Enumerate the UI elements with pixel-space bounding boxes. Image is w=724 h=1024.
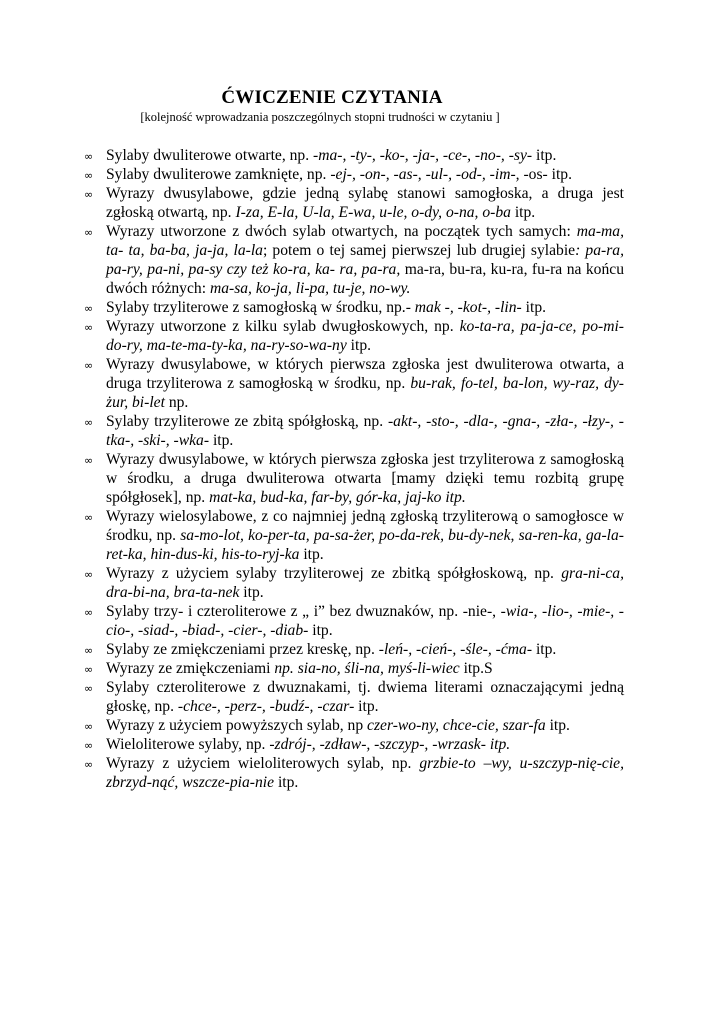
example-text: ko-ta-ra, pa-ja-ce, po-mi-do-ry, ma-te-ma-ty-ka, na-ry-so-wa-ny (106, 318, 624, 354)
item-text: np. (164, 394, 189, 411)
infinity-bullet-icon: ∞ (84, 758, 94, 771)
example-text: -chce-, -perz-, -budź-, -czar- (177, 698, 355, 715)
item-text: Sylaby dwuliterowe zamknięte, np. (106, 166, 331, 183)
list-item (0, 184, 724, 222)
example-text: I-za, E-la, U-la, E-wa, u-le, o-dy, o-na, o-ba (235, 204, 511, 221)
item-text: -os- itp. (519, 166, 572, 183)
list-item (0, 165, 724, 184)
example-text: grzbie-to –wy, u-szczyp-nię-cie, zbrzyd-nąć, wszcze-pia-nie (106, 755, 624, 791)
list-item (0, 412, 724, 450)
example-text: np. sia-no, śli-na, myś-li-wiec (274, 660, 460, 677)
infinity-bullet-icon: ∞ (84, 568, 94, 581)
item-text: Sylaby trzyliterowe ze zbitą spółgłoską, np. (106, 413, 388, 430)
list-item (0, 450, 724, 507)
example-text: -leń-, -cień-, -śle-, -ćma- (378, 641, 533, 658)
list-item (0, 355, 724, 412)
item-text: itp. (354, 698, 379, 715)
item-text: Wyrazy z użyciem powyższych sylab, np (106, 717, 368, 734)
example-text: -wia-, -lio-, -mie-, -cio-, -siad-, -biad-, -cier-, -diab- (106, 603, 624, 639)
item-text: Sylaby trzy- i czteroliterowe z „ i” bez dwuznaków, np. -nie-, (106, 603, 501, 620)
infinity-bullet-icon: ∞ (84, 739, 94, 752)
infinity-bullet-icon: ∞ (84, 150, 94, 163)
item-text: Wyrazy dwusylabowe, gdzie jedną sylabę stanowi samogłoska, a druga jest zgłoską otwartą, np. (106, 185, 624, 221)
list-item (0, 298, 724, 317)
list-item (0, 735, 724, 754)
item-text: itp. (510, 204, 536, 221)
infinity-bullet-icon: ∞ (84, 188, 94, 201)
infinity-bullet-icon: ∞ (84, 606, 94, 619)
list-item (0, 716, 724, 735)
exercise-list (0, 146, 724, 792)
item-text: Sylaby ze zmiękczeniami przez kreskę, np. (106, 641, 379, 658)
example-text: -akt-, -sto-, -dla-, -gna-, -zła-, -łzy-, -tka-, -ski-, -wka- (106, 413, 624, 449)
item-text: Sylaby czteroliterowe z dwuznakami, tj. dwiema literami oznaczającymi jedną głoskę, np. (106, 679, 624, 715)
infinity-bullet-icon: ∞ (84, 663, 94, 676)
list-item (0, 754, 724, 792)
item-text: itp. (308, 622, 333, 639)
item-text: itp. (346, 337, 372, 354)
infinity-bullet-icon: ∞ (84, 454, 94, 467)
item-text: Wyrazy z użyciem sylaby trzyliterowej ze zbitką spółgłoskową, np. (106, 565, 562, 582)
item-text: Wyrazy utworzone z dwóch sylab otwartych, na początek tych samych: (106, 223, 577, 240)
list-item (0, 640, 724, 659)
item-text: Wyrazy z użyciem wieloliterowych sylab, np. (106, 755, 420, 772)
item-text: ; potem o tej samej pierwszej lub drugiej sylabie (262, 242, 576, 259)
list-item (0, 564, 724, 602)
example-text: : pa-ra, pa-ry, pa-ni, pa-sy czy też ko-ra, ka- ra, pa-ra, (106, 242, 624, 278)
page-subtitle: [kolejność wprowadzania poszczególnych stopni trudności w czytaniu ] (140, 110, 500, 124)
infinity-bullet-icon: ∞ (84, 720, 94, 733)
item-text: itp. (209, 432, 234, 449)
list-item (0, 146, 724, 165)
example-text: -ma-, -ty-, -ko-, -ja-, -ce-, -no-, -sy- (313, 147, 533, 164)
list-item (0, 678, 724, 716)
item-text: itp.S (459, 660, 493, 677)
item-text: Wyrazy dwusylabowe, w których pierwsza zgłoska jest dwuliterowa otwarta, a druga trzyliterowa z samogłoską w środku, np. (106, 356, 624, 392)
infinity-bullet-icon: ∞ (84, 226, 94, 239)
example-text: ma-ma, ta- ta, ba-ba, ja-ja, la-la (106, 223, 624, 259)
example-text: -ej-, -on-, -as-, -ul-, -od-, -im-, (330, 166, 520, 183)
item-text: Wyrazy dwusylabowe, w których pierwsza zgłoska jest trzyliterowa z samogłoską w środku, a druga dwuliterowa otwarta [mamy dzięki temu rozbitą grupę spółgłosek], np. (106, 451, 624, 506)
infinity-bullet-icon: ∞ (84, 682, 94, 695)
page-title: ĆWICZENIE CZYTANIA (221, 87, 443, 108)
infinity-bullet-icon: ∞ (84, 302, 94, 315)
example-text: ma-sa, ko-ja, li-pa, tu-je, no-wy. (209, 280, 411, 297)
item-text: itp. (239, 584, 264, 601)
item-text: itp. (532, 641, 557, 658)
infinity-bullet-icon: ∞ (84, 511, 94, 524)
item-text: Wyrazy wielosylabowe, z co najmniej jedną zgłoską trzyliterową o samogłosce w środku, np. (106, 508, 624, 544)
item-text: itp. (521, 299, 547, 316)
item-text: Wyrazy ze zmiękczeniami (106, 660, 275, 677)
infinity-bullet-icon: ∞ (84, 321, 94, 334)
list-item (0, 222, 724, 298)
infinity-bullet-icon: ∞ (84, 644, 94, 657)
item-text: itp. (532, 147, 557, 164)
example-text: -zdrój-, -zdław-, -szczyp-, -wrzask- itp. (269, 736, 511, 753)
list-item (0, 507, 724, 564)
item-text: Sylaby dwuliterowe otwarte, np. (106, 147, 314, 164)
item-text: itp. (545, 717, 570, 734)
infinity-bullet-icon: ∞ (84, 416, 94, 429)
item-text: Wyrazy utworzone z kilku sylab dwugłoskowych, np. (106, 318, 460, 335)
item-text: Sylaby trzyliterowe z samogłoską w środku, np.- (106, 299, 415, 316)
example-text: sa-mo-lot, ko-per-ta, pa-sa-żer, po-da-rek, bu-dy-nek, sa-ren-ka, ga-la-ret-ka, hin-dus-ki, his-to-ryj-ka (106, 527, 624, 563)
example-text: czer-wo-ny, chce-cie, szar-fa (367, 717, 546, 734)
infinity-bullet-icon: ∞ (84, 359, 94, 372)
list-item (0, 602, 724, 640)
example-text: mak -, -kot-, -lin- (414, 299, 522, 316)
item-text: itp. (299, 546, 324, 563)
item-text: Wieloliterowe sylaby, np. (106, 736, 270, 753)
item-text: itp. (274, 774, 299, 791)
example-text: mat-ka, bud-ka, far-by, gór-ka, jaj-ko itp. (209, 489, 466, 506)
example-text: gra-ni-ca, dra-bi-na, bra-ta-nek (106, 565, 624, 601)
infinity-bullet-icon: ∞ (84, 169, 94, 182)
list-item (0, 317, 724, 355)
list-item (0, 659, 724, 678)
example-text: bu-rak, fo-tel, ba-lon, wy-raz, dy-żur, bi-let (106, 375, 624, 411)
item-text: ma-ra, bu-ra, ku-ra, fu-ra na końcu dwóch różnych: (106, 261, 624, 297)
